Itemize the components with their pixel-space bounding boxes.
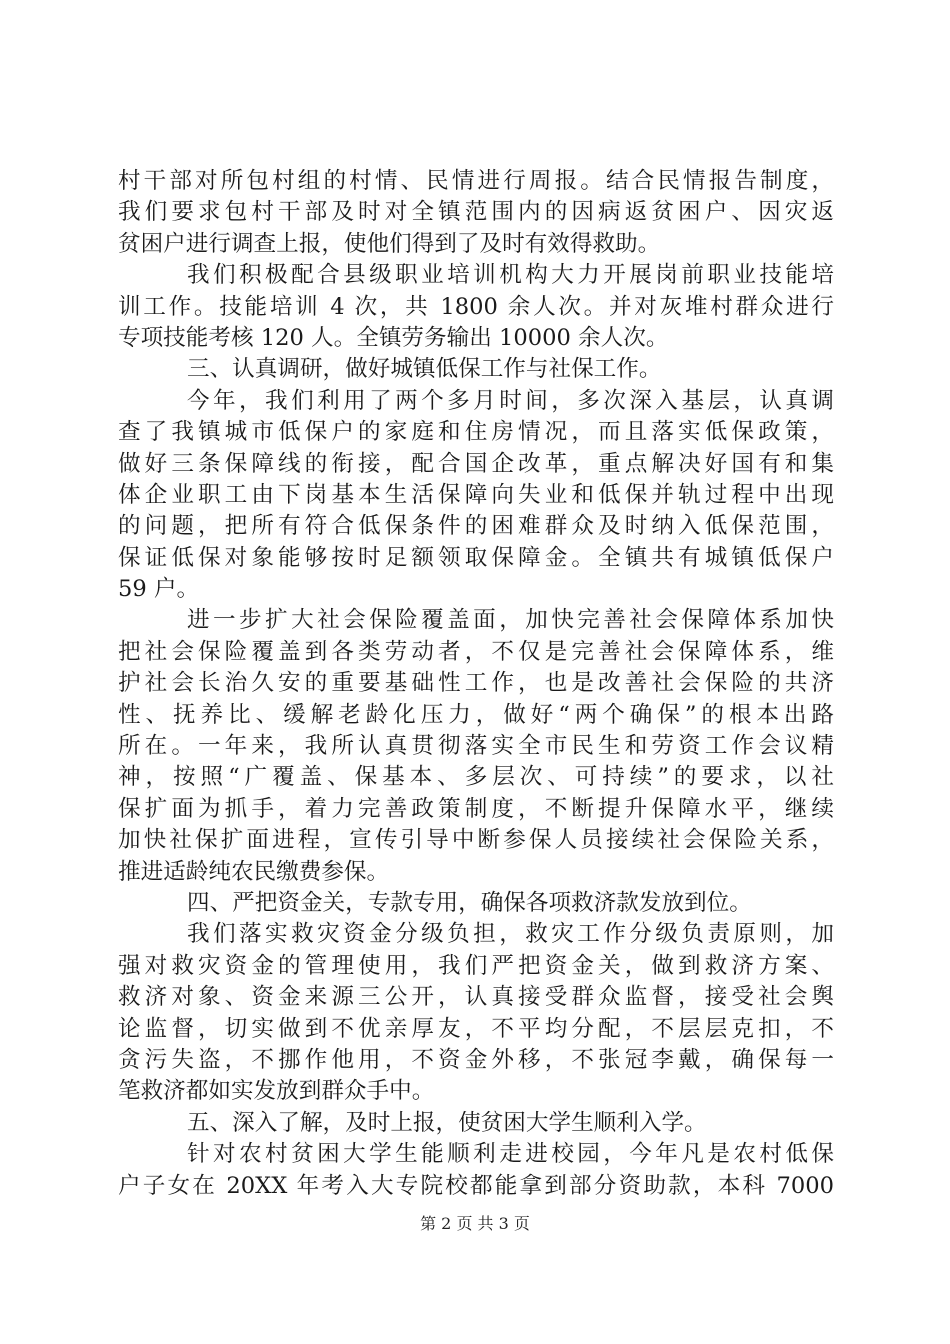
text-line: 针对农村贫困大学生能顺利走进校园，今年凡是农村低保 <box>187 1141 834 1168</box>
text-line: 推进适龄纯农民缴费参保。 <box>118 858 390 885</box>
text-line: 笔救济都如实发放到群众手中。 <box>118 1078 435 1105</box>
text-line: 贪污失盗，不挪作他用，不资金外移，不张冠李戴，确保每一 <box>118 1046 834 1073</box>
document-body <box>118 166 834 1202</box>
text-line: 进一步扩大社会保险覆盖面，加快完善社会保障体系加快 <box>187 607 834 634</box>
text-line: 体企业职工由下岗基本生活保障向失业和低保并轨过程中出现 <box>118 481 834 508</box>
page-footer: 第 2 页 共 3 页 <box>420 1214 530 1233</box>
text-line: 所在。一年来，我所认真贯彻落实全市民生和劳资工作会议精 <box>118 733 834 760</box>
text-line: 五、深入了解，及时上报，使贫困大学生顺利入学。 <box>187 1109 707 1136</box>
text-line: 四、严把资金关，专款专用，确保各项救济款发放到位。 <box>187 889 752 916</box>
text-line: 今年，我们利用了两个多月时间，多次深入基层，认真调 <box>187 387 834 414</box>
text-line: 户子女在 20XX 年考入大专院校都能拿到部分资助款，本科 7000 <box>118 1172 834 1199</box>
text-line: 训工作。技能培训 4 次，共 1800 余人次。并对灰堆村群众进行 <box>118 293 834 320</box>
text-line: 村干部对所包村组的村情、民情进行周报。结合民情报告制度， <box>118 168 834 194</box>
text-line: 我们积极配合县级职业培训机构大力开展岗前职业技能培 <box>187 262 834 289</box>
text-line: 专项技能考核 120 人。全镇劳务输出 10000 余人次。 <box>118 324 669 351</box>
text-line: 神，按照“广覆盖、保基本、多层次、可持续”的要求，以社 <box>118 764 834 791</box>
text-line: 59 户。 <box>118 576 200 603</box>
text-line: 加快社保扩面进程，宣传引导中断参保人员接续社会保险关系， <box>118 827 834 854</box>
text-line: 护社会长治久安的重要基础性工作，也是改善社会保险的共济 <box>118 670 834 697</box>
text-line: 的问题，把所有符合低保条件的困难群众及时纳入低保范围， <box>118 513 834 540</box>
text-line: 保证低保对象能够按时足额领取保障金。全镇共有城镇低保户 <box>118 544 834 571</box>
text-line: 性、抚养比、缓解老龄化压力，做好“两个确保”的根本出路 <box>118 701 834 728</box>
text-line: 查了我镇城市低保户的家庭和住房情况，而且落实低保政策， <box>118 419 834 446</box>
text-line: 强对救灾资金的管理使用，我们严把资金关，做到救济方案、 <box>118 952 834 979</box>
text-line: 做好三条保障线的衔接，配合国企改革，重点解决好国有和集 <box>118 450 834 477</box>
text-line: 论监督，切实做到不优亲厚友，不平均分配，不层层克扣，不 <box>118 1015 834 1042</box>
text-line: 三、认真调研，做好城镇低保工作与社保工作。 <box>187 356 662 383</box>
text-line: 我们要求包村干部及时对全镇范围内的因病返贫困户、因灾返 <box>118 199 834 226</box>
text-line: 我们落实救灾资金分级负担，救灾工作分级负责原则，加 <box>187 921 834 948</box>
text-line: 贫困户进行调查上报，使他们得到了及时有效得救助。 <box>118 230 661 257</box>
text-line: 把社会保险覆盖到各类劳动者，不仅是完善社会保障体系，维 <box>118 638 834 665</box>
text-line: 保扩面为抓手，着力完善政策制度，不断提升保障水平，继续 <box>118 795 834 822</box>
text-line: 救济对象、资金来源三公开，认真接受群众监督，接受社会舆 <box>118 984 834 1011</box>
